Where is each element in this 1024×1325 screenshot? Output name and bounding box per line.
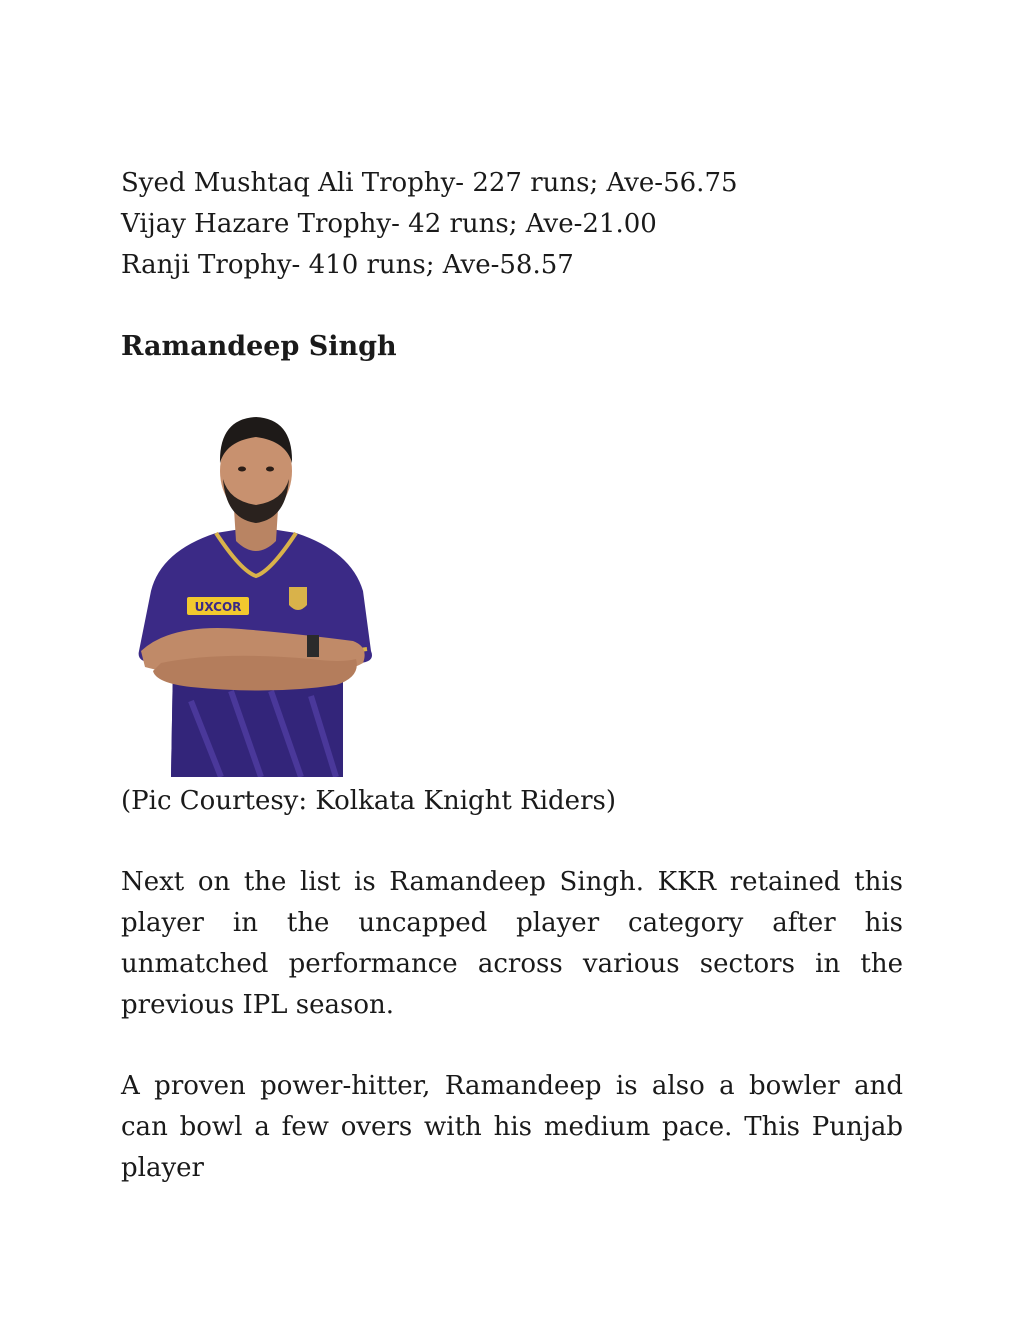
player-heading: Ramandeep Singh: [121, 331, 397, 362]
document-content: [121, 163, 903, 1189]
stat-line-ranji: Ranji Trophy- 410 runs; Ave-58.57: [121, 250, 574, 280]
paragraph-intro: Next on the list is Ramandeep Singh. KKR retained this player in the uncapped player category after his unmatched performance across various sectors in the previous IPL season.: [121, 867, 903, 1020]
photo-caption: (Pic Courtesy: Kolkata Knight Riders): [121, 786, 616, 816]
paragraph-power-hitter: A proven power-hitter, Ramandeep is also a bowler and can bowl a few overs with his medium pace. This Punjab player: [121, 1071, 903, 1183]
player-photo: [131, 401, 381, 777]
stat-line-smat: Syed Mushtaq Ali Trophy- 227 runs; Ave-56.75: [121, 168, 738, 198]
stat-line-vijay-hazare: Vijay Hazare Trophy- 42 runs; Ave-21.00: [121, 209, 657, 239]
jersey-sponsor-text: UXCOR: [194, 600, 242, 614]
